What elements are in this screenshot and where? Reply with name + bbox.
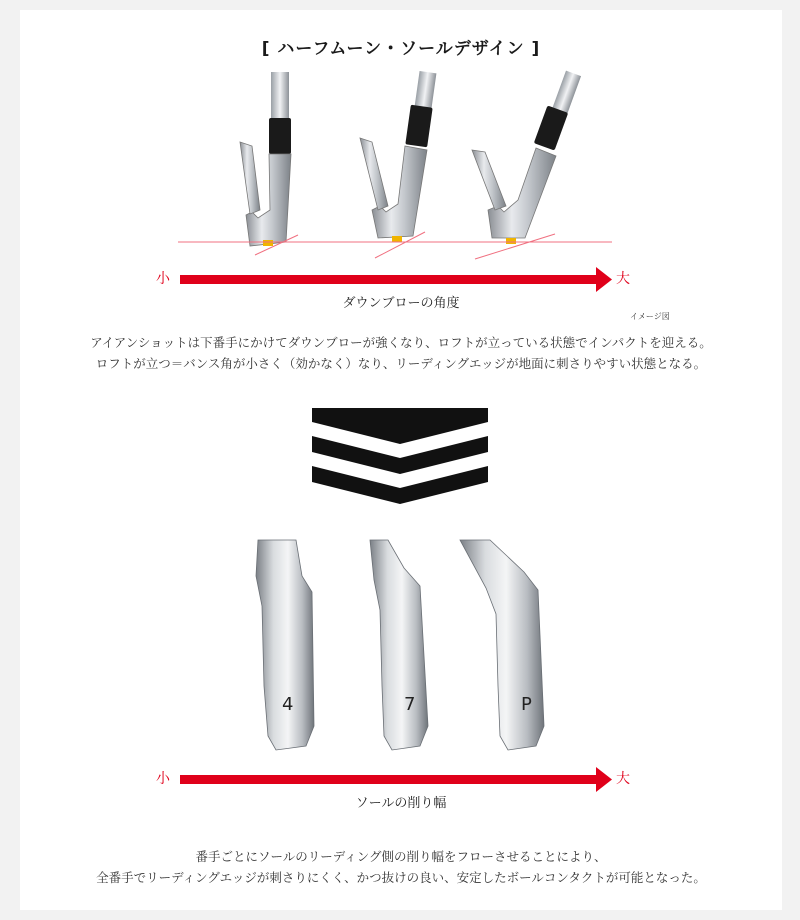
downblow-axis-label: ダウンブローの角度 [342, 296, 460, 311]
downblow-arrow [20, 264, 782, 294]
description-1 [20, 332, 782, 374]
sole-club-p [460, 540, 544, 750]
content-panel [20, 10, 782, 910]
club-number-4: 4 [282, 694, 294, 715]
image-note: イメージ図 [630, 312, 670, 321]
arrow-small-label: 小 [156, 271, 170, 287]
arrow-large-label-2: 大 [616, 771, 630, 787]
description-1-line-1: アイアンショットは下番手にかけてダウンブローが強くなり、ロフトが立っている状態でインパクトを迎える。 [90, 335, 712, 350]
downblow-illustration [20, 10, 782, 270]
sole-club-7 [370, 540, 428, 750]
page-title: [ ハーフムーン・ソールデザイン ] [261, 39, 541, 59]
sole-club-4 [256, 540, 314, 750]
sole-width-axis-label: ソールの削り幅 [355, 796, 447, 811]
description-2-line-2: 全番手でリーディングエッジが刺さりにくく、かつ抜けの良い、安定したボールコンタクトが可能となった。 [96, 870, 706, 885]
sole-width-illustration [20, 536, 782, 766]
description-2-line-1: 番手ごとにソールのリーディング側の削り幅をフローさせることにより、 [195, 849, 607, 864]
description-2 [20, 846, 782, 888]
description-1-line-2: ロフトが立つ＝バンス角が小さく（効かなく）なり、リーディングエッジが地面に刺さりやすい状態となる。 [95, 356, 707, 371]
chevron-down-icon [20, 406, 782, 516]
arrow-large-label: 大 [616, 271, 630, 287]
club-number-p: P [521, 694, 532, 715]
sole-width-arrow [20, 764, 782, 794]
club-number-7: 7 [404, 694, 416, 715]
arrow-small-label-2: 小 [156, 771, 170, 787]
iron-club-long [240, 72, 291, 246]
iron-club-short [472, 71, 581, 244]
iron-club-mid [360, 71, 436, 242]
